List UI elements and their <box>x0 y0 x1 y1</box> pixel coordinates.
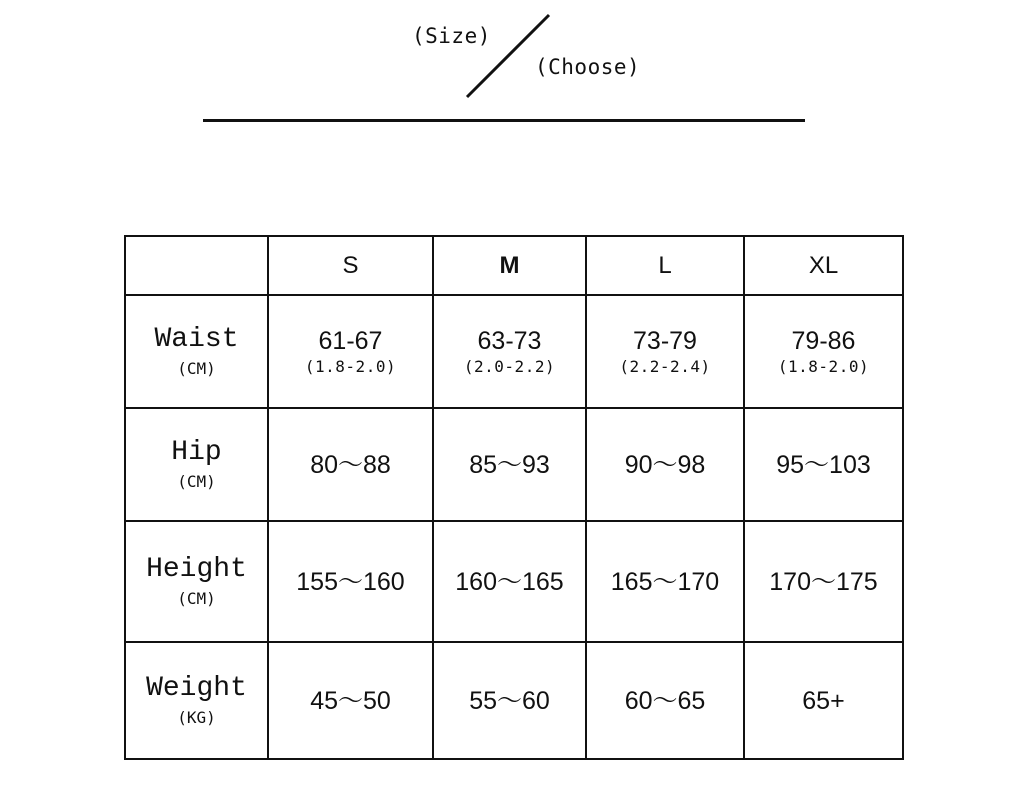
row-label-height: Height (CM) <box>125 521 268 642</box>
table-cell: 65+ <box>744 642 903 759</box>
table-row-hip <box>125 408 903 521</box>
table-cell: 160～165 <box>433 521 586 642</box>
size-chart-table <box>124 235 904 760</box>
header-underline <box>203 119 805 122</box>
table-row-waist <box>125 295 903 408</box>
size-column-s: S <box>268 236 433 295</box>
table-cell: 73-79 (2.2-2.4) <box>586 295 744 408</box>
diagonal-divider <box>0 0 1024 130</box>
table-cell: 60～65 <box>586 642 744 759</box>
size-column-xl: XL <box>744 236 903 295</box>
row-label-weight: Weight (KG) <box>125 642 268 759</box>
size-column-m: M <box>433 236 586 295</box>
table-cell: 45～50 <box>268 642 433 759</box>
size-heading: (Size) <box>412 24 491 48</box>
table-cell: 85～93 <box>433 408 586 521</box>
row-label-hip: Hip (CM) <box>125 408 268 521</box>
corner-cell <box>125 236 268 295</box>
table-cell: 165～170 <box>586 521 744 642</box>
table-cell: 55～60 <box>433 642 586 759</box>
table-cell: 155～160 <box>268 521 433 642</box>
choose-heading: (Choose) <box>535 55 641 79</box>
row-label-waist: Waist (CM) <box>125 295 268 408</box>
table-cell: 61-67 (1.8-2.0) <box>268 295 433 408</box>
table-cell: 95～103 <box>744 408 903 521</box>
table-cell: 80～88 <box>268 408 433 521</box>
table-cell: 63-73 (2.0-2.2) <box>433 295 586 408</box>
table-cell: 79-86 (1.8-2.0) <box>744 295 903 408</box>
table-header-row <box>125 236 903 295</box>
size-column-l: L <box>586 236 744 295</box>
table-cell: 90～98 <box>586 408 744 521</box>
table-cell: 170～175 <box>744 521 903 642</box>
table-row-weight <box>125 642 903 759</box>
table-row-height <box>125 521 903 642</box>
